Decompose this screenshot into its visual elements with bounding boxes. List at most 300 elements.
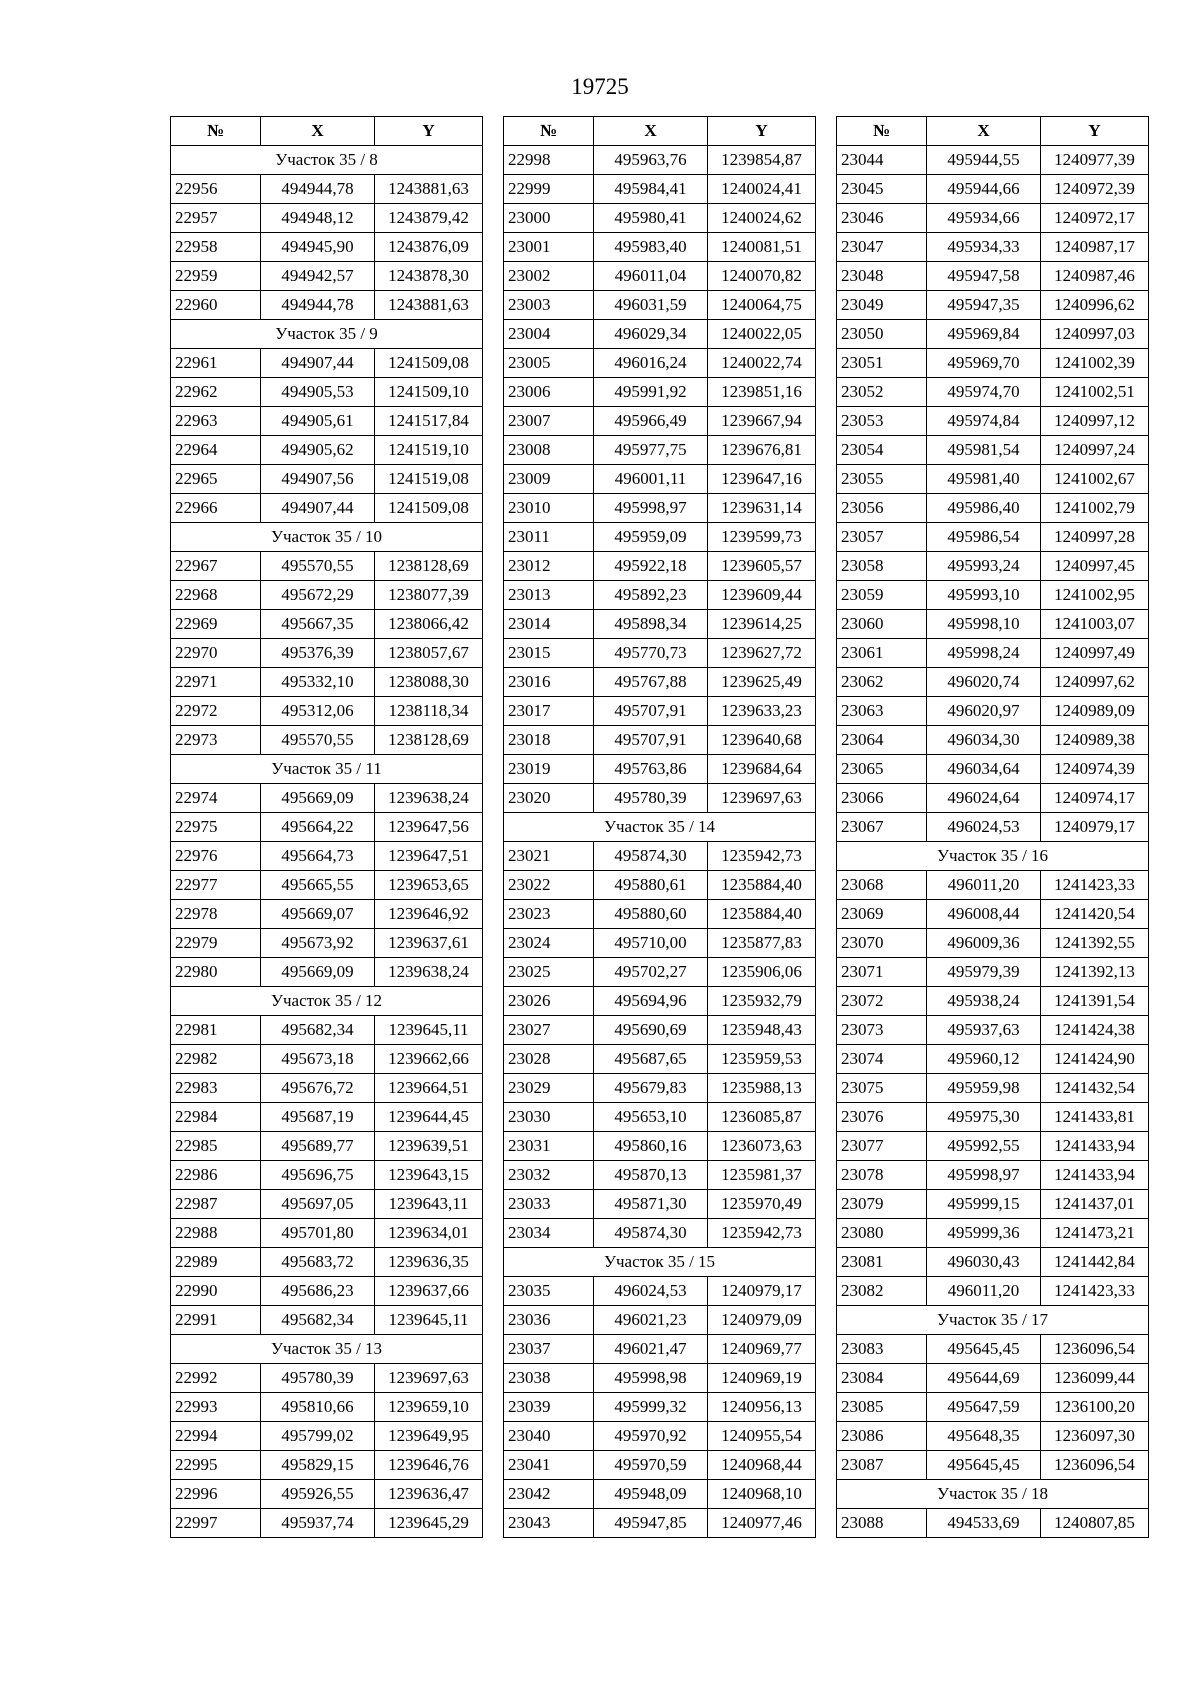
table-row — [171, 436, 483, 465]
x-coordinate: 495993,24 — [927, 552, 1041, 581]
section-title: Участок 35 / 11 — [171, 755, 483, 784]
table-row — [171, 871, 483, 900]
table-row — [504, 581, 816, 610]
x-coordinate: 495963,76 — [594, 146, 708, 175]
y-coordinate: 1239662,66 — [375, 1045, 483, 1074]
y-coordinate: 1236085,87 — [708, 1103, 816, 1132]
point-number: 22978 — [171, 900, 261, 929]
x-coordinate: 495966,49 — [594, 407, 708, 436]
point-number: 22982 — [171, 1045, 261, 1074]
table-row — [504, 436, 816, 465]
table-row — [504, 1074, 816, 1103]
point-number: 23016 — [504, 668, 594, 697]
x-coordinate: 495770,73 — [594, 639, 708, 668]
point-number: 23007 — [504, 407, 594, 436]
y-coordinate: 1240955,54 — [708, 1422, 816, 1451]
y-coordinate: 1241392,55 — [1041, 929, 1149, 958]
point-number: 23083 — [837, 1335, 927, 1364]
y-coordinate: 1241002,39 — [1041, 349, 1149, 378]
table-row — [504, 697, 816, 726]
y-coordinate: 1239676,81 — [708, 436, 816, 465]
y-coordinate: 1238057,67 — [375, 639, 483, 668]
point-number: 23044 — [837, 146, 927, 175]
section-title: Участок 35 / 18 — [837, 1480, 1149, 1509]
x-coordinate: 495332,10 — [261, 668, 375, 697]
x-coordinate: 495697,05 — [261, 1190, 375, 1219]
y-coordinate: 1239637,66 — [375, 1277, 483, 1306]
y-coordinate: 1240974,17 — [1041, 784, 1149, 813]
table-row — [171, 494, 483, 523]
y-coordinate: 1239649,95 — [375, 1422, 483, 1451]
table-row — [171, 407, 483, 436]
point-number: 22976 — [171, 842, 261, 871]
table-row — [171, 1074, 483, 1103]
point-number: 23052 — [837, 378, 927, 407]
x-coordinate: 495947,35 — [927, 291, 1041, 320]
y-coordinate: 1240997,62 — [1041, 668, 1149, 697]
x-coordinate: 494945,90 — [261, 233, 375, 262]
point-number: 22989 — [171, 1248, 261, 1277]
header-x: X — [261, 117, 375, 146]
y-coordinate: 1241517,84 — [375, 407, 483, 436]
x-coordinate: 495922,18 — [594, 552, 708, 581]
table-row — [837, 1103, 1149, 1132]
x-coordinate: 495934,33 — [927, 233, 1041, 262]
table-row — [504, 407, 816, 436]
y-coordinate: 1241423,33 — [1041, 1277, 1149, 1306]
x-coordinate: 496034,30 — [927, 726, 1041, 755]
point-number: 22962 — [171, 378, 261, 407]
y-coordinate: 1239646,92 — [375, 900, 483, 929]
y-coordinate: 1240807,85 — [1041, 1509, 1149, 1538]
point-number: 22981 — [171, 1016, 261, 1045]
x-coordinate: 495998,24 — [927, 639, 1041, 668]
point-number: 23013 — [504, 581, 594, 610]
x-coordinate: 496024,53 — [594, 1277, 708, 1306]
x-coordinate: 495710,00 — [594, 929, 708, 958]
x-coordinate: 495947,85 — [594, 1509, 708, 1538]
point-number: 22995 — [171, 1451, 261, 1480]
x-coordinate: 495702,27 — [594, 958, 708, 987]
point-number: 22997 — [171, 1509, 261, 1538]
section-row — [837, 842, 1149, 871]
y-coordinate: 1238066,42 — [375, 610, 483, 639]
point-number: 23042 — [504, 1480, 594, 1509]
point-number: 22972 — [171, 697, 261, 726]
y-coordinate: 1235884,40 — [708, 900, 816, 929]
x-coordinate: 495870,13 — [594, 1161, 708, 1190]
y-coordinate: 1239637,61 — [375, 929, 483, 958]
x-coordinate: 495673,18 — [261, 1045, 375, 1074]
point-number: 23046 — [837, 204, 927, 233]
y-coordinate: 1239636,47 — [375, 1480, 483, 1509]
table-row — [837, 465, 1149, 494]
y-coordinate: 1241002,67 — [1041, 465, 1149, 494]
x-coordinate: 494944,78 — [261, 291, 375, 320]
point-number: 22979 — [171, 929, 261, 958]
table-row — [504, 1509, 816, 1538]
x-coordinate: 495860,16 — [594, 1132, 708, 1161]
x-coordinate: 496016,24 — [594, 349, 708, 378]
x-coordinate: 495947,58 — [927, 262, 1041, 291]
table-row — [504, 1161, 816, 1190]
point-number: 23003 — [504, 291, 594, 320]
section-row — [504, 813, 816, 842]
x-coordinate: 495686,23 — [261, 1277, 375, 1306]
x-coordinate: 494905,62 — [261, 436, 375, 465]
x-coordinate: 495810,66 — [261, 1393, 375, 1422]
y-coordinate: 1239614,25 — [708, 610, 816, 639]
table-row — [837, 726, 1149, 755]
table-row — [171, 813, 483, 842]
table-row — [504, 929, 816, 958]
x-coordinate: 495944,66 — [927, 175, 1041, 204]
x-coordinate: 495960,12 — [927, 1045, 1041, 1074]
point-number: 23054 — [837, 436, 927, 465]
y-coordinate: 1239697,63 — [375, 1364, 483, 1393]
point-number: 22984 — [171, 1103, 261, 1132]
y-coordinate: 1240070,82 — [708, 262, 816, 291]
point-number: 23014 — [504, 610, 594, 639]
table-row — [171, 378, 483, 407]
y-coordinate: 1241433,94 — [1041, 1132, 1149, 1161]
y-coordinate: 1240997,28 — [1041, 523, 1149, 552]
y-coordinate: 1241433,94 — [1041, 1161, 1149, 1190]
y-coordinate: 1240972,39 — [1041, 175, 1149, 204]
x-coordinate: 495984,41 — [594, 175, 708, 204]
y-coordinate: 1239645,29 — [375, 1509, 483, 1538]
point-number: 22969 — [171, 610, 261, 639]
x-coordinate: 495980,41 — [594, 204, 708, 233]
point-number: 23005 — [504, 349, 594, 378]
y-coordinate: 1240969,19 — [708, 1364, 816, 1393]
section-row — [171, 1335, 483, 1364]
point-number: 23035 — [504, 1277, 594, 1306]
header-y: Y — [1041, 117, 1149, 146]
y-coordinate: 1239638,24 — [375, 958, 483, 987]
table-row — [837, 958, 1149, 987]
point-number: 23088 — [837, 1509, 927, 1538]
table-row — [837, 1132, 1149, 1161]
y-coordinate: 1235959,53 — [708, 1045, 816, 1074]
x-coordinate: 496011,20 — [927, 871, 1041, 900]
point-number: 22990 — [171, 1277, 261, 1306]
point-number: 23085 — [837, 1393, 927, 1422]
point-number: 23012 — [504, 552, 594, 581]
point-number: 23034 — [504, 1219, 594, 1248]
y-coordinate: 1240022,05 — [708, 320, 816, 349]
table-row — [837, 929, 1149, 958]
y-coordinate: 1241442,84 — [1041, 1248, 1149, 1277]
point-number: 22964 — [171, 436, 261, 465]
x-coordinate: 495880,61 — [594, 871, 708, 900]
table-row — [504, 291, 816, 320]
point-number: 23039 — [504, 1393, 594, 1422]
y-coordinate: 1240977,46 — [708, 1509, 816, 1538]
y-coordinate: 1239647,16 — [708, 465, 816, 494]
table-row — [171, 1103, 483, 1132]
section-row — [171, 755, 483, 784]
header-number: № — [504, 117, 594, 146]
y-coordinate: 1241509,10 — [375, 378, 483, 407]
point-number: 22977 — [171, 871, 261, 900]
x-coordinate: 495673,92 — [261, 929, 375, 958]
x-coordinate: 495669,09 — [261, 958, 375, 987]
point-number: 23037 — [504, 1335, 594, 1364]
y-coordinate: 1243881,63 — [375, 175, 483, 204]
point-number: 22992 — [171, 1364, 261, 1393]
table-row — [837, 407, 1149, 436]
table-row — [171, 175, 483, 204]
table-row — [504, 784, 816, 813]
table-row — [504, 1306, 816, 1335]
y-coordinate: 1239636,35 — [375, 1248, 483, 1277]
y-coordinate: 1239625,49 — [708, 668, 816, 697]
x-coordinate: 496009,36 — [927, 929, 1041, 958]
table-header-row — [837, 117, 1149, 146]
header-x: X — [594, 117, 708, 146]
table-row — [171, 1364, 483, 1393]
table-row — [837, 1045, 1149, 1074]
point-number: 23027 — [504, 1016, 594, 1045]
y-coordinate: 1239851,16 — [708, 378, 816, 407]
table-row — [504, 262, 816, 291]
x-coordinate: 495874,30 — [594, 842, 708, 871]
x-coordinate: 496008,44 — [927, 900, 1041, 929]
x-coordinate: 496029,34 — [594, 320, 708, 349]
y-coordinate: 1241002,79 — [1041, 494, 1149, 523]
x-coordinate: 494905,53 — [261, 378, 375, 407]
table-row — [504, 639, 816, 668]
table-row — [837, 175, 1149, 204]
y-coordinate: 1238077,39 — [375, 581, 483, 610]
x-coordinate: 495969,70 — [927, 349, 1041, 378]
x-coordinate: 494948,12 — [261, 204, 375, 233]
x-coordinate: 495948,09 — [594, 1480, 708, 1509]
table-header-row — [504, 117, 816, 146]
table-row — [837, 1277, 1149, 1306]
point-number: 23004 — [504, 320, 594, 349]
x-coordinate: 495979,39 — [927, 958, 1041, 987]
x-coordinate: 494907,44 — [261, 349, 375, 378]
section-title: Участок 35 / 8 — [171, 146, 483, 175]
x-coordinate: 496034,64 — [927, 755, 1041, 784]
x-coordinate: 495986,54 — [927, 523, 1041, 552]
section-title: Участок 35 / 13 — [171, 1335, 483, 1364]
table-row — [171, 552, 483, 581]
point-number: 23059 — [837, 581, 927, 610]
section-row — [837, 1306, 1149, 1335]
table-row — [171, 900, 483, 929]
point-number: 23030 — [504, 1103, 594, 1132]
table-row — [504, 842, 816, 871]
table-row — [504, 1103, 816, 1132]
point-number: 23072 — [837, 987, 927, 1016]
point-number: 23086 — [837, 1422, 927, 1451]
point-number: 22968 — [171, 581, 261, 610]
y-coordinate: 1239697,63 — [708, 784, 816, 813]
x-coordinate: 495570,55 — [261, 552, 375, 581]
table-row — [837, 697, 1149, 726]
point-number: 23053 — [837, 407, 927, 436]
x-coordinate: 495926,55 — [261, 1480, 375, 1509]
x-coordinate: 495664,73 — [261, 842, 375, 871]
point-number: 23036 — [504, 1306, 594, 1335]
table-row — [171, 1480, 483, 1509]
point-number: 23070 — [837, 929, 927, 958]
y-coordinate: 1240997,24 — [1041, 436, 1149, 465]
y-coordinate: 1241424,38 — [1041, 1016, 1149, 1045]
table-row — [171, 1422, 483, 1451]
point-number: 22963 — [171, 407, 261, 436]
table-row — [837, 1074, 1149, 1103]
section-title: Участок 35 / 9 — [171, 320, 483, 349]
x-coordinate: 495780,39 — [594, 784, 708, 813]
y-coordinate: 1241437,01 — [1041, 1190, 1149, 1219]
y-coordinate: 1240977,39 — [1041, 146, 1149, 175]
table-row — [171, 1393, 483, 1422]
table-row — [504, 1277, 816, 1306]
table-row — [504, 668, 816, 697]
point-number: 23001 — [504, 233, 594, 262]
table-row — [171, 1248, 483, 1277]
y-coordinate: 1240979,17 — [708, 1277, 816, 1306]
table-row — [837, 523, 1149, 552]
table-row — [837, 900, 1149, 929]
point-number: 23081 — [837, 1248, 927, 1277]
point-number: 23058 — [837, 552, 927, 581]
point-number: 22960 — [171, 291, 261, 320]
section-row — [171, 523, 483, 552]
table-row — [837, 610, 1149, 639]
x-coordinate: 495974,70 — [927, 378, 1041, 407]
x-coordinate: 495999,32 — [594, 1393, 708, 1422]
table-row — [837, 784, 1149, 813]
point-number: 23033 — [504, 1190, 594, 1219]
x-coordinate: 495701,80 — [261, 1219, 375, 1248]
point-number: 23048 — [837, 262, 927, 291]
x-coordinate: 495998,97 — [927, 1161, 1041, 1190]
header-number: № — [837, 117, 927, 146]
y-coordinate: 1240972,17 — [1041, 204, 1149, 233]
y-coordinate: 1236096,54 — [1041, 1335, 1149, 1364]
table-row — [504, 610, 816, 639]
point-number: 22957 — [171, 204, 261, 233]
section-title: Участок 35 / 15 — [504, 1248, 816, 1277]
x-coordinate: 495312,06 — [261, 697, 375, 726]
y-coordinate: 1240024,41 — [708, 175, 816, 204]
x-coordinate: 495644,69 — [927, 1364, 1041, 1393]
x-coordinate: 495975,30 — [927, 1103, 1041, 1132]
point-number: 22959 — [171, 262, 261, 291]
point-number: 23009 — [504, 465, 594, 494]
x-coordinate: 495874,30 — [594, 1219, 708, 1248]
point-number: 22971 — [171, 668, 261, 697]
table-row — [171, 842, 483, 871]
table-row — [504, 1016, 816, 1045]
table-row — [171, 1045, 483, 1074]
table-row — [837, 494, 1149, 523]
point-number: 23008 — [504, 436, 594, 465]
y-coordinate: 1240989,38 — [1041, 726, 1149, 755]
x-coordinate: 496021,47 — [594, 1335, 708, 1364]
table-row — [504, 1480, 816, 1509]
y-coordinate: 1240997,45 — [1041, 552, 1149, 581]
x-coordinate: 495645,45 — [927, 1335, 1041, 1364]
table-row — [837, 581, 1149, 610]
table-row — [837, 755, 1149, 784]
y-coordinate: 1239647,56 — [375, 813, 483, 842]
table-row — [504, 523, 816, 552]
x-coordinate: 495645,45 — [927, 1451, 1041, 1480]
y-coordinate: 1236099,44 — [1041, 1364, 1149, 1393]
point-number: 23010 — [504, 494, 594, 523]
point-number: 22998 — [504, 146, 594, 175]
y-coordinate: 1235988,13 — [708, 1074, 816, 1103]
x-coordinate: 494942,57 — [261, 262, 375, 291]
point-number: 22956 — [171, 175, 261, 204]
table-row — [171, 697, 483, 726]
y-coordinate: 1239631,14 — [708, 494, 816, 523]
table-row — [837, 813, 1149, 842]
y-coordinate: 1235948,43 — [708, 1016, 816, 1045]
point-number: 23041 — [504, 1451, 594, 1480]
table-row — [504, 465, 816, 494]
y-coordinate: 1240996,62 — [1041, 291, 1149, 320]
table-header-row — [171, 117, 483, 146]
x-coordinate: 495993,10 — [927, 581, 1041, 610]
x-coordinate: 496011,04 — [594, 262, 708, 291]
table-row — [504, 378, 816, 407]
section-title: Участок 35 / 17 — [837, 1306, 1149, 1335]
table-row — [171, 1190, 483, 1219]
header-number: № — [171, 117, 261, 146]
point-number: 23020 — [504, 784, 594, 813]
point-number: 22973 — [171, 726, 261, 755]
y-coordinate: 1240968,44 — [708, 1451, 816, 1480]
table-row — [837, 233, 1149, 262]
table-row — [837, 1161, 1149, 1190]
y-coordinate: 1239643,15 — [375, 1161, 483, 1190]
x-coordinate: 495648,35 — [927, 1422, 1041, 1451]
point-number: 22986 — [171, 1161, 261, 1190]
point-number: 22987 — [171, 1190, 261, 1219]
section-row — [504, 1248, 816, 1277]
table-row — [171, 784, 483, 813]
section-row — [837, 1480, 1149, 1509]
point-number: 23002 — [504, 262, 594, 291]
x-coordinate: 495871,30 — [594, 1190, 708, 1219]
table-row — [171, 233, 483, 262]
x-coordinate: 495763,86 — [594, 755, 708, 784]
table-row — [171, 581, 483, 610]
x-coordinate: 495687,19 — [261, 1103, 375, 1132]
y-coordinate: 1240997,12 — [1041, 407, 1149, 436]
y-coordinate: 1239640,68 — [708, 726, 816, 755]
x-coordinate: 495983,40 — [594, 233, 708, 262]
x-coordinate: 495992,55 — [927, 1132, 1041, 1161]
table-row — [504, 755, 816, 784]
y-coordinate: 1241509,08 — [375, 494, 483, 523]
x-coordinate: 495767,88 — [594, 668, 708, 697]
table-row — [171, 1219, 483, 1248]
y-coordinate: 1243879,42 — [375, 204, 483, 233]
table-row — [171, 1016, 483, 1045]
y-coordinate: 1239645,11 — [375, 1306, 483, 1335]
point-number: 23028 — [504, 1045, 594, 1074]
y-coordinate: 1238088,30 — [375, 668, 483, 697]
table-row — [504, 233, 816, 262]
